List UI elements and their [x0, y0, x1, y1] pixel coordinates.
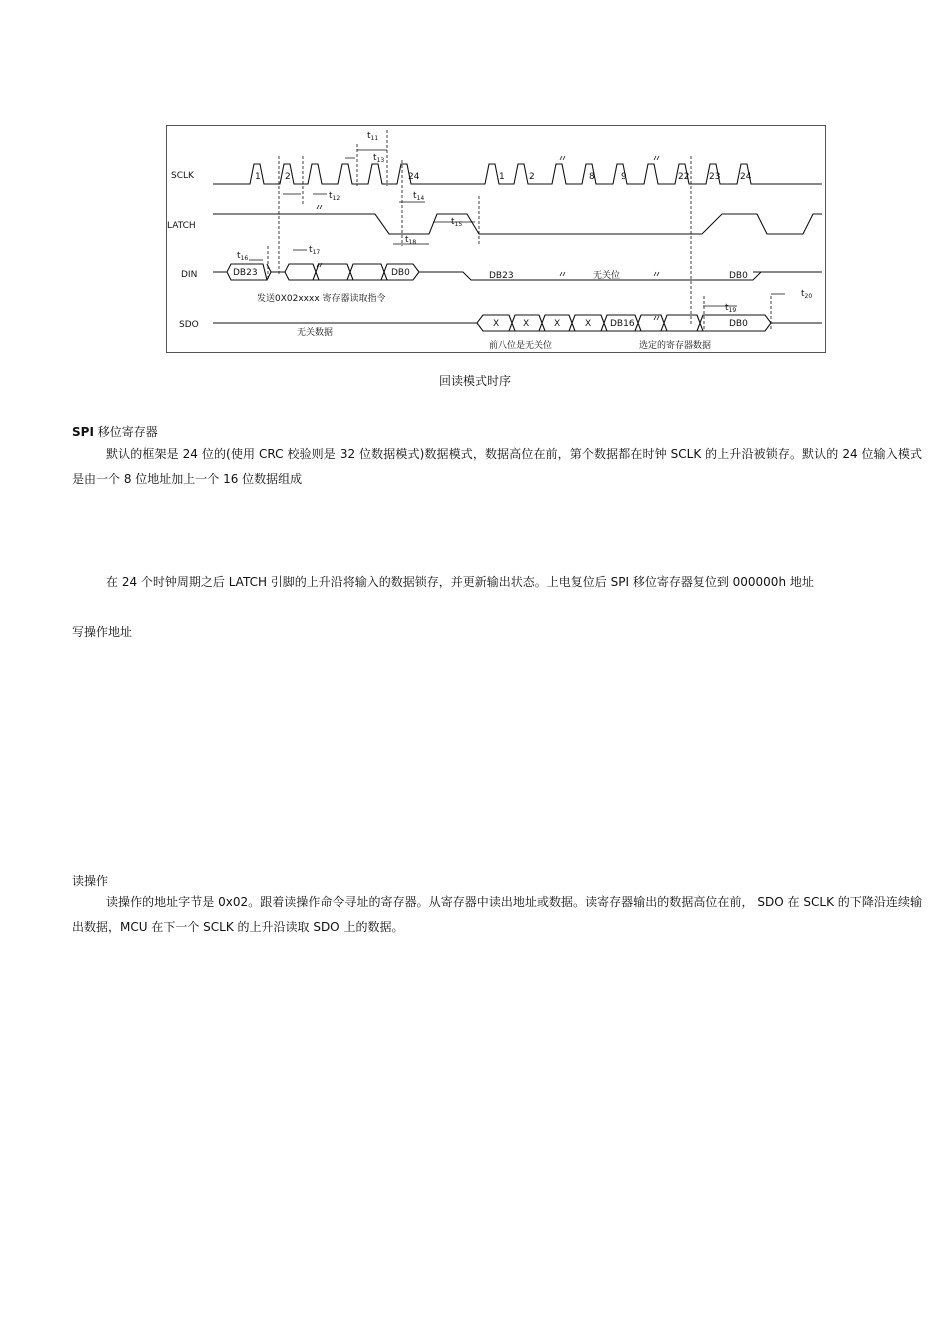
sclk-waveform — [213, 164, 822, 184]
timing-label-t14: $t_{14}$ — [413, 191, 425, 202]
sclk-pulse-label: 2 — [529, 172, 535, 182]
section-title-write-address: 写操作地址 — [72, 625, 133, 639]
sdo-db16: DB16 — [610, 319, 635, 329]
sclk-pulse-label: 9 — [621, 172, 627, 182]
sdo-x: X — [493, 319, 500, 329]
sdo-x: X — [523, 319, 530, 329]
din-dont-care: 无关位 — [593, 271, 621, 281]
timing-label-t11: $t_{11}$ — [367, 131, 379, 142]
din-db0-second: DB0 — [729, 271, 748, 281]
sclk-pulse-label: 24 — [408, 172, 420, 182]
timing-diagram — [166, 125, 826, 353]
din-db23-second: DB23 — [489, 271, 514, 281]
section-title-spi: SPI 移位寄存器 — [72, 425, 158, 439]
timing-label-t20: $t_{20}$ — [801, 289, 813, 300]
section-paragraph-read: 读操作的地址字节是 0x02。跟着读操作命令寻址的寄存器。从寄存器中读出地址或数据。读寄存器输出的数据高位在前， SDO 在 SCLK 的下降沿连续输出数据，MCU 在下一个 SCLK 的上升沿读取 SDO 上的数据。 — [72, 895, 922, 934]
din-note: 发送0X02xxxx 寄存器读取指令 — [257, 294, 386, 304]
signal-label-din: DIN — [181, 270, 198, 280]
latch-waveform — [213, 214, 822, 234]
sclk-pulse-label: 8 — [589, 172, 595, 182]
signal-label-sclk: SCLK — [171, 171, 194, 181]
sclk-pulse-label: 23 — [709, 172, 721, 182]
timing-label-t16: $t_{16}$ — [237, 251, 249, 262]
sclk-pulse-label: 1 — [255, 172, 261, 182]
timing-label-t15: $t_{15}$ — [451, 217, 463, 228]
sdo-x: X — [554, 319, 561, 329]
timing-diagram-svg — [167, 126, 825, 352]
sdo-x: X — [585, 319, 592, 329]
sclk-pulse-label: 24 — [740, 172, 752, 182]
sclk-pulse-label: 1 — [499, 172, 505, 182]
timing-label-t13: $t_{13}$ — [373, 153, 385, 164]
timing-label-t19: $t_{19}$ — [725, 303, 737, 314]
din-db23: DB23 — [233, 268, 258, 278]
signal-label-latch: LATCH — [167, 221, 196, 231]
sdo-db0: DB0 — [729, 319, 748, 329]
timing-label-t18: $t_{18}$ — [405, 235, 417, 246]
section-title-read: 读操作 — [72, 874, 109, 888]
section-paragraph-spi: 默认的框架是 24 位的(使用 CRC 校验则是 32 位数据模式)数据模式，数据高位在前，第个数据都在时钟 SCLK 的上升沿被锁存。默认的 24 位输入模式是由一个 8 位地址加上一个 16 位数据组成 — [72, 447, 922, 486]
sclk-pulse-label: 2 — [285, 172, 291, 182]
sdo-note-1: 前八位是无关位 — [489, 341, 553, 351]
section-paragraph-latch: 在 24 个时钟周期之后 LATCH 引脚的上升沿将输入的数据锁存，并更新输出状态。上电复位后 SPI 移位寄存器复位到 000000h 地址 — [106, 575, 814, 589]
timing-label-t12: $t_{12}$ — [329, 191, 341, 202]
sclk-pulse-label: 22 — [678, 172, 690, 182]
sdo-dont-care: 无关数据 — [297, 328, 334, 338]
sdo-note-2: 选定的寄存器数据 — [639, 341, 712, 351]
din-db0: DB0 — [391, 268, 410, 278]
signal-label-sdo: SDO — [179, 320, 199, 330]
timing-label-t17: $t_{17}$ — [309, 245, 321, 256]
figure-caption: 回读模式时序 — [438, 374, 511, 388]
